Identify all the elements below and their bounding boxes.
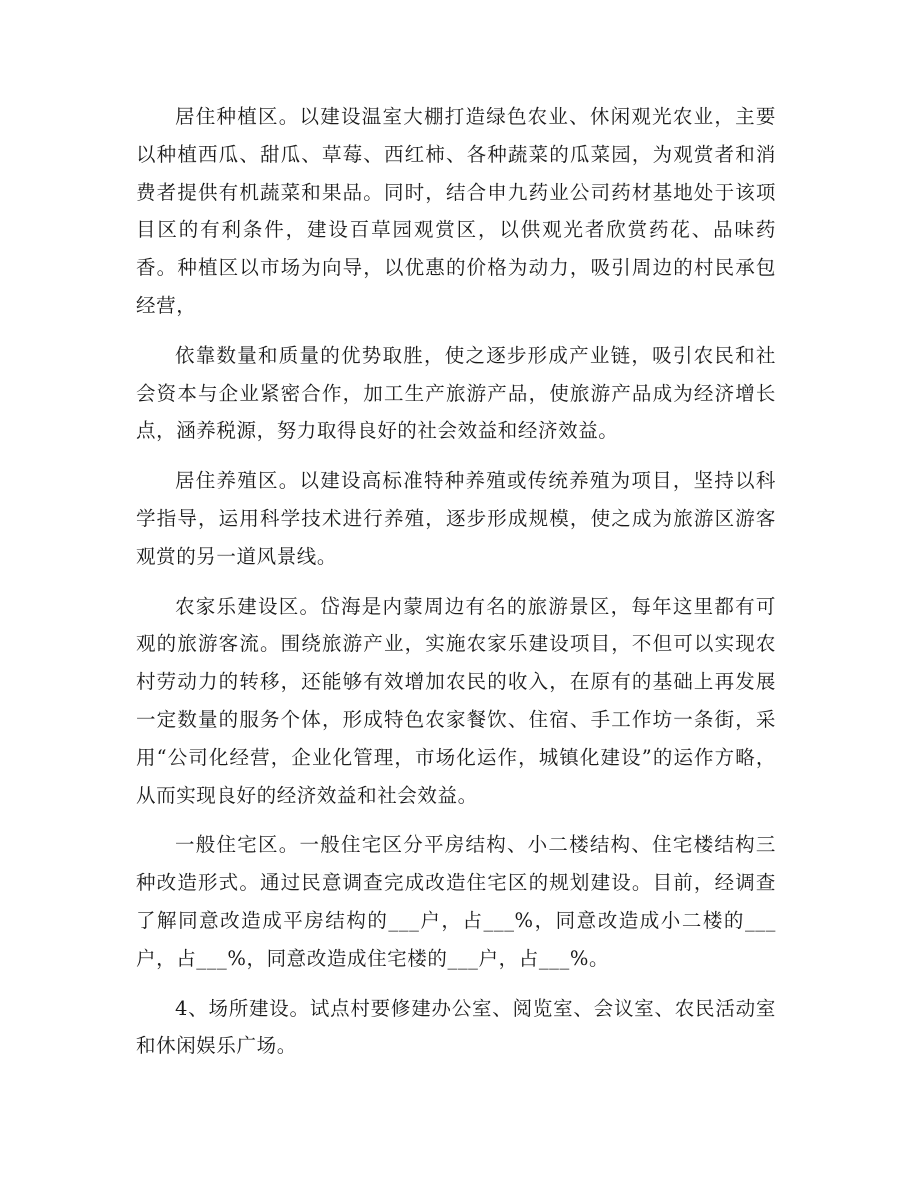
paragraph-industry-chain: 依靠数量和质量的优势取胜，使之逐步形成产业链，吸引农民和社会资本与企业紧密合作，加工生产旅游产品，使旅游产品成为经济增长点，涵养税源，努力取得良好的社会效益和经济效益。 (136, 343, 776, 443)
paragraph-planting-zone: 居住种植区。以建设温室大棚打造绿色农业、休闲观光农业，主要以种植西瓜、甜瓜、草莓、西红柿、各种蔬菜的瓜菜园，为观赏者和消费者提供有机蔬菜和果品。同时，结合申九药业公司药材基地处于该项目区的有利条件，建设百草园观赏区，以供观光者欣赏药花、品味药香。种植区以市场为向导，以优惠的价格为动力，吸引周边的村民承包经营， (136, 105, 776, 317)
document-body (136, 98, 776, 1077)
paragraph-farmhouse-zone: 农家乐建设区。岱海是内蒙周边有名的旅游景区，每年这里都有可观的旅游客流。围绕旅游产业，实施农家乐建设项目，不但可以实现农村劳动力的转移，还能够有效增加农民的收入，在原有的基础上再发展一定数量的服务个体，形成特色农家餐饮、住宿、手工作坊一条街，采用“公司化经营，企业化管理，市场化运作，城镇化建设”的运作方略，从而实现良好的经济效益和社会效益。 (136, 594, 776, 807)
paragraph-residential-zone: 一般住宅区。一般住宅区分平房结构、小二楼结构、住宅楼结构三种改造形式。通过民意调查完成改造住宅区的规划建设。目前，经调查了解同意改造成平房结构的___户，占___%，同意改造成小二楼的___户，占___%，同意改造成住宅楼的___户，占___%。 (136, 833, 776, 970)
paragraph-venue-construction: 4、场所建设。试点村要修建办公室、阅览室、会议室、农民活动室和休闲娱乐广场。 (136, 996, 776, 1058)
paragraph-breeding-zone: 居住养殖区。以建设高标准特种养殖或传统养殖为项目，坚持以科学指导，运用科学技术进行养殖，逐步形成规模，使之成为旅游区游客观赏的另一道风景线。 (136, 469, 776, 568)
